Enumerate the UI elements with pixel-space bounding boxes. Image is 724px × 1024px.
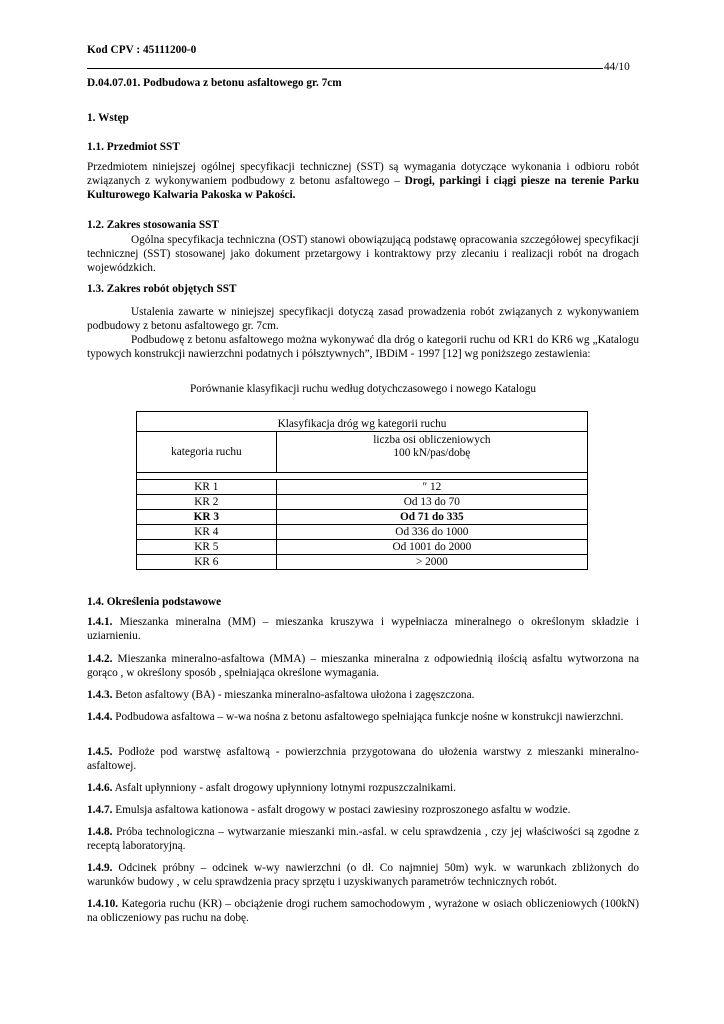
definition-number: 1.4.10. [87, 898, 119, 910]
paragraph-1-2: Ogólna specyfikacja techniczna (OST) stanowi obowiązującą podstawę opracowania szczegółowej specyfikacji technicznej (SST) stosowanej jako dokument przetargowy i kontraktowy przy zlecaniu i realizacji robót na drogach wojewódzkich. [87, 234, 639, 274]
table-cell-osi: ″ 12 [276, 480, 587, 495]
definition-1-4-1 [87, 615, 639, 643]
section-heading-1-1: 1.1. Przedmiot SST [87, 141, 180, 153]
definition-text: Beton asfaltowy (BA) - mieszanka mineralno-asfaltowa ułożona i zagęszczona. [112, 689, 475, 701]
definition-number: 1.4.8. [87, 826, 113, 838]
definition-text: Mieszanka mineralna (MM) – mieszanka kruszywa i wypełniacza mineralnego o określonym składzie i uziarnieniu. [87, 616, 639, 642]
section-heading-1-4: 1.4. Określenia podstawowe [87, 596, 222, 608]
definition-number: 1.4.5. [87, 746, 113, 758]
document-title: D.04.07.01. Podbudowa z betonu asfaltowego gr. 7cm [87, 77, 342, 89]
header-rule [87, 68, 603, 69]
definition-1-4-10 [87, 897, 639, 925]
definition-number: 1.4.2. [87, 653, 113, 665]
definition-1-4-4 [87, 710, 639, 724]
section-heading-wstep: 1. Wstęp [87, 112, 129, 124]
definition-number: 1.4.6. [87, 782, 113, 794]
table-header-span: Klasyfikacja dróg wg kategorii ruchu [137, 412, 588, 432]
definition-text: Podłoże pod warstwę asfaltową - powierzchnia przygotowana do ułożenia warstwy z mieszanki mineralno-asfaltowej. [87, 746, 639, 772]
table-header-osi-line2: 100 kN/pas/dobę [393, 447, 471, 459]
table-cell-osi: Od 1001 do 2000 [276, 540, 587, 555]
paragraph-1-1 [87, 160, 639, 202]
definition-1-4-5 [87, 745, 639, 773]
table-header-osi [276, 432, 587, 473]
table-row [137, 525, 588, 540]
paragraph-1-1-bold: Drogi, parkingi i ciągi piesze na terenie Parku Kulturowego Kalwaria Pakoska w Pakości. [87, 175, 639, 201]
section-heading-1-3: 1.3. Zakres robót objętych SST [87, 283, 237, 295]
definition-text: Emulsja asfaltowa kationowa - asfalt drogowy w postaci zawiesiny rozproszonego asfaltu w wodzie. [112, 804, 571, 816]
page-number: 44/10 [604, 61, 630, 73]
definition-text: Kategoria ruchu (KR) – obciążenie drogi ruchem samochodowym , wyrażone w osiach obliczeniowych (100kN) na obliczeniowy pas ruchu na dobę. [87, 898, 639, 924]
section-heading-1-2: 1.2. Zakres stosowania SST [87, 219, 219, 231]
definition-1-4-7 [87, 803, 639, 817]
table-caption: Porównanie klasyfikacji ruchu według dotychczasowego i nowego Katalogu [189, 383, 537, 395]
table-cell-osi: Od 13 do 70 [276, 495, 587, 510]
paragraph-1-1-text: Przedmiotem niniejszej ogólnej specyfikacji technicznej (SST) są wymagania dotyczące wykonania i odbioru robót związanych z wykonywaniem podbudowy z betonu asfaltowego – [87, 161, 639, 187]
table-row [137, 480, 588, 495]
definition-number: 1.4.4. [87, 711, 113, 723]
table-row [137, 510, 588, 525]
table-cell-kategoria: KR 3 [137, 510, 277, 525]
definition-text: Próba technologiczna – wytwarzanie mieszanki min.-asfal. w celu sprawdzenia , czy jej właściwości są zgodne z receptą laboratoryjną. [87, 826, 639, 852]
cpv-code: Kod CPV : 45111200-0 [87, 44, 197, 56]
definition-1-4-6 [87, 781, 639, 795]
paragraph-1-3-b: Podbudowę z betonu asfaltowego można wykonywać dla dróg o kategorii ruchu od KR1 do KR6 wg „Katalogu typowych konstrukcji nawierzchni podatnych i półsztywnych”, IBDiM - 1997 [12] wg poniższego zestawienia: [87, 334, 639, 360]
table-cell-osi: Od 71 do 335 [276, 510, 587, 525]
table-cell-kategoria: KR 2 [137, 495, 277, 510]
definition-text: Asfalt upłynniony - asfalt drogowy upłynniony lotnymi rozpuszczalnikami. [112, 782, 456, 794]
traffic-classification-table [136, 411, 588, 570]
definition-text: Mieszanka mineralno-asfaltowa (MMA) – mieszanka mineralna z odpowiednią ilością asfaltu wytworzona na gorąco , w określony sposób , spełniająca określone wymagania. [87, 653, 639, 679]
table-header-kategoria: kategoria ruchu [137, 432, 277, 473]
definition-1-4-2 [87, 652, 639, 680]
table-header-osi-line1: liczba osi obliczeniowych [373, 434, 491, 446]
definition-text: Odcinek próbny – odcinek w-wy nawierzchni (o dł. Co najmniej 50m) wyk. w warunkach zbliżonych do warunków budowy , w celu sprawdzenia pracy sprzętu i uzyskiwanych parametrów technicznych robót. [87, 862, 639, 888]
definition-text: Podbudowa asfaltowa – w-wa nośna z betonu asfaltowego spełniająca funkcje nośne w konstrukcji nawierzchni. [112, 711, 624, 723]
table-cell-osi: Od 336 do 1000 [276, 525, 587, 540]
definition-1-4-3 [87, 688, 639, 702]
table-cell-kategoria: KR 5 [137, 540, 277, 555]
table-row [137, 540, 588, 555]
definition-number: 1.4.3. [87, 689, 113, 701]
table-row [137, 555, 588, 570]
table-cell-kategoria: KR 1 [137, 480, 277, 495]
definition-number: 1.4.7. [87, 804, 113, 816]
definition-number: 1.4.9. [87, 862, 113, 874]
table-cell-osi: > 2000 [276, 555, 587, 570]
table-row [137, 495, 588, 510]
definition-number: 1.4.1. [87, 616, 113, 628]
paragraph-1-3-a: Ustalenia zawarte w niniejszej specyfikacji dotyczą zasad prowadzenia robót związanych z wykonywaniem podbudowy z betonu asfaltowego gr. 7cm. [87, 306, 639, 332]
definition-1-4-8 [87, 825, 639, 853]
definition-1-4-9 [87, 861, 639, 889]
table-cell-kategoria: KR 6 [137, 555, 277, 570]
table-spacer-row [137, 473, 588, 480]
table-cell-kategoria: KR 4 [137, 525, 277, 540]
